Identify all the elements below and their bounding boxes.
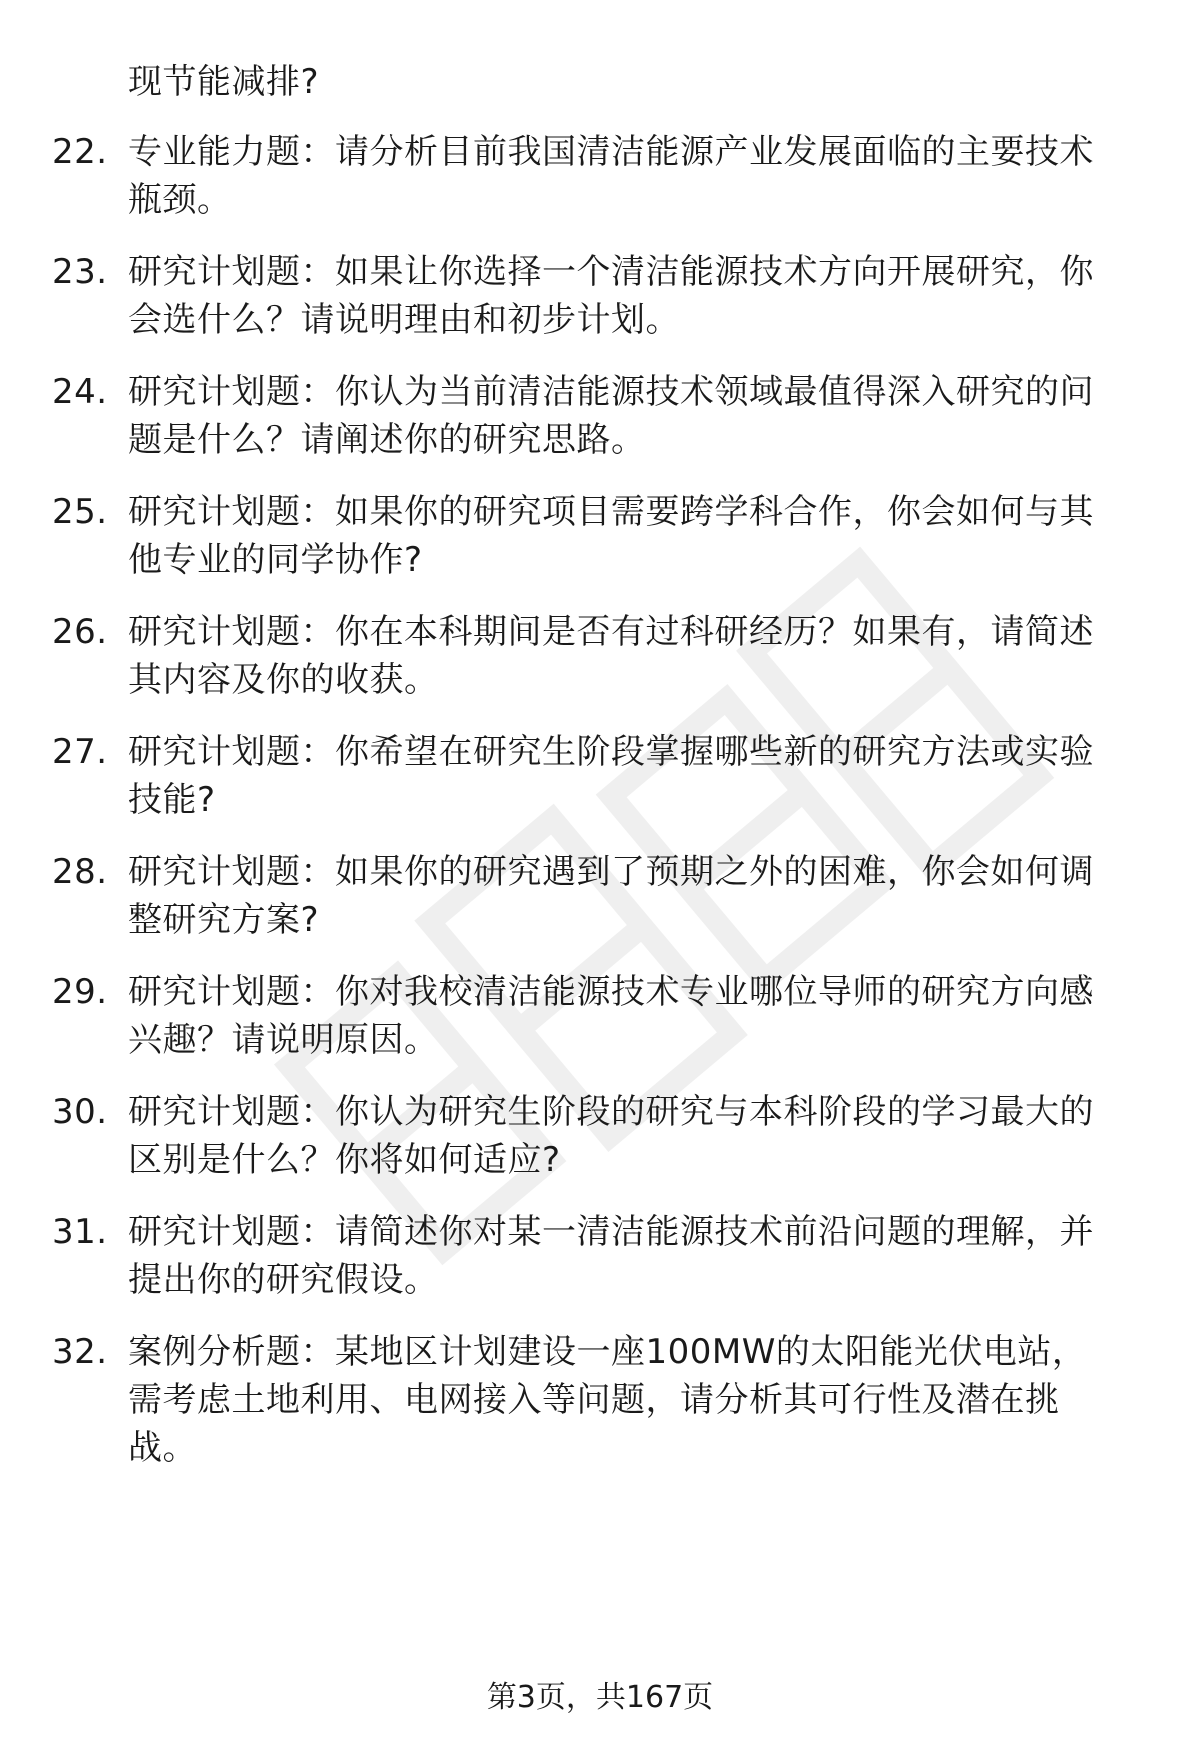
item-number: 27. xyxy=(52,732,108,772)
item-text: 研究计划题：你希望在研究生阶段掌握哪些新的研究方法或实验 技能? xyxy=(128,732,1094,820)
item-text: 研究计划题：如果让你选择一个清洁能源技术方向开展研究，你 会选什么？请说明理由和初步计划。 xyxy=(128,252,1094,340)
item-text: 研究计划题：你认为当前清洁能源技术领域最值得深入研究的问 题是什么？请阐述你的研究思路。 xyxy=(128,372,1094,460)
item-number: 22. xyxy=(52,132,108,172)
item-number: 24. xyxy=(52,372,108,412)
item-text-continuation: 现节能减排? xyxy=(128,62,320,102)
item-text: 研究计划题：你在本科期间是否有过科研经历？如果有，请简述 其内容及你的收获。 xyxy=(128,612,1094,700)
item-number: 31. xyxy=(52,1212,108,1252)
item-text: 研究计划题：你认为研究生阶段的研究与本科阶段的学习最大的 区别是什么？你将如何适应? xyxy=(128,1092,1094,1180)
item-text: 研究计划题：请简述你对某一清洁能源技术前沿问题的理解，并 提出你的研究假设。 xyxy=(128,1212,1094,1300)
item-number: 26. xyxy=(52,612,108,652)
item-number: 25. xyxy=(52,492,108,532)
item-text: 研究计划题：如果你的研究项目需要跨学科合作，你会如何与其 他专业的同学协作? xyxy=(128,492,1094,580)
item-text: 研究计划题：你对我校清洁能源技术专业哪位导师的研究方向感 兴趣？请说明原因。 xyxy=(128,972,1094,1060)
item-text: 专业能力题：请分析目前我国清洁能源产业发展面临的主要技术 瓶颈。 xyxy=(128,132,1094,220)
item-text: 研究计划题：如果你的研究遇到了预期之外的困难，你会如何调 整研究方案? xyxy=(128,852,1094,940)
item-number: 23. xyxy=(52,252,108,292)
page-footer: 第3页，共167页 xyxy=(486,1680,714,1715)
item-number: 29. xyxy=(52,972,108,1012)
item-number: 32. xyxy=(52,1332,108,1372)
item-number: 30. xyxy=(52,1092,108,1132)
item-number: 28. xyxy=(52,852,108,892)
item-text: 案例分析题：某地区计划建设一座100MW的太阳能光伏电站， 需考虑土地利用、电网接入等问题，请分析其可行性及潜在挑 战。 xyxy=(128,1332,1087,1468)
